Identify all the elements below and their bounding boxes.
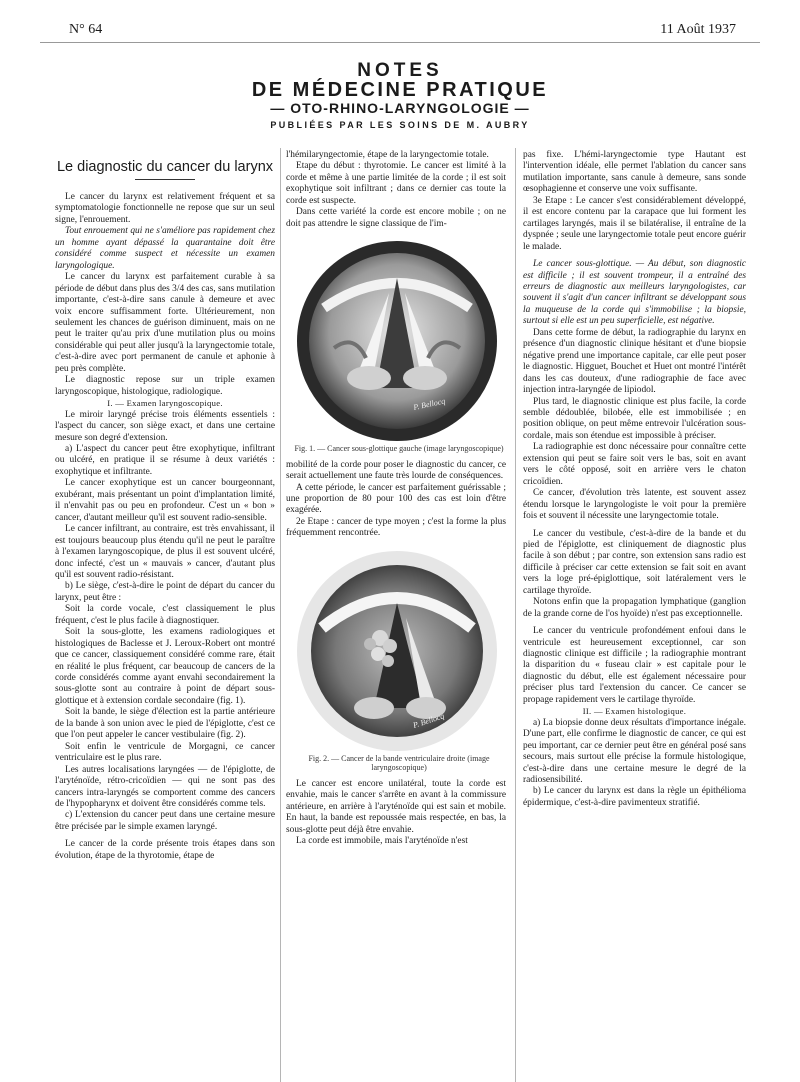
paragraph: Le cancer est encore unilatéral, toute la corde est envahie, mais le cancer s'arrête en avant à la commissure antérieure, en arrière à l'aryténoïde qui est sain et mobile. En haut, la bande est repoussée mais respectée, en bas, la sous-glotte peut déjà être envahie. — [286, 778, 506, 835]
paragraph: Le miroir laryngé précise trois éléments essentiels : l'aspect du cancer, son siège exact, et dans une certaine mesure son degré d'extension. — [55, 409, 275, 443]
paragraph: Etape du début : thyrotomie. Le cancer est limité à la corde et même à une partie limitée de la corde ; il est soit exophytique soit infiltrant ; dans ce dernier cas toute la corde est suspecte. — [286, 161, 506, 206]
masthead-specialty: — OTO-RHINO-LARYNGOLOGIE — — [270, 100, 530, 116]
paragraph: mobilité de la corde pour poser le diagnostic du cancer, ce serait actuellement une faute très lourde de conséquences. — [286, 459, 506, 482]
figure-1 — [294, 238, 504, 454]
paragraph: b) Le siège, c'est-à-dire le point de départ du cancer du larynx, peut être : — [55, 581, 275, 603]
paragraph: Ce cancer, d'évolution très latente, est souvent assez étendu lorsque le laryngologiste le voit pour la première fois et souvent il nécessite une laryngectomie totale. — [523, 488, 746, 522]
paragraph: a) La biopsie donne deux résultats d'importance inégale. D'une part, elle confirme le diagnostic de cancer, ce qui est peu important, car ce dernier peut être en général posé sans secours, mais surtout elle précise la formule histologique, c'est-à-dire dans une certaine mesure le degré de la radiosensibilité. — [523, 717, 746, 786]
paragraph: c) L'extension du cancer peut dans une certaine mesure être précisée par le simple examen laryngé. — [55, 810, 275, 832]
column-2 — [286, 150, 506, 848]
figure-2-caption: Fig. 2. — Cancer de la bande ventriculaire droite (image laryngoscopique) — [308, 753, 490, 773]
paragraph: Le cancer du larynx est relativement fréquent et sa symptomatologie fonctionnelle ne repose que sur un seul signe, l'enrouement. — [55, 192, 275, 225]
paragraph: b) Le cancer du larynx est dans la règle un épithélioma épidermique, c'est-à-dire pavimenteux stratifié. — [523, 786, 746, 808]
masthead-title: DE MÉDECINE PRATIQUE — [251, 79, 549, 101]
figure-1-laryngoscopic-image — [294, 238, 500, 444]
masthead-notes: NOTES — [357, 60, 443, 81]
paragraph: 3e Etape : Le cancer s'est considérablement développé, il est encore contenu par la carapace que lui forment les cartilages laryngés, mais il se bilatéralise, il entraîne de la dyspnée ; seule une laryngectomie totale peut encore guérir le malade. — [523, 195, 746, 252]
paragraph: Tout enrouement qui ne s'améliore pas rapidement chez un homme ayant dépassé la quarantaine doit être considéré comme suspect et nécessite un examen laryngologique. — [55, 226, 275, 271]
column-divider — [515, 148, 516, 1082]
paragraph: Le cancer de la corde présente trois étapes dans son évolution, étape de la thyrotomie, étape de — [55, 839, 275, 861]
paragraph: Le cancer sous-glottique. — Au début, son diagnostic est difficile ; il est souvent trompeur, il a entraîné des erreurs de diagnostic aux meilleurs laryngologistes, car souvent il s'agit d'un cancer infiltrant se développant sous la muqueuse de la corde qui s'immobilise ; la biopsie, surtout si elle est un peu superficielle, est négative. — [523, 259, 746, 327]
paragraph: Le cancer infiltrant, au contraire, est très envahissant, il est toujours beaucoup plus étendu qu'il ne peut le paraître à l'examen laryngoscopique, de plus il est souvent ulcéré, donc infecté, c'est un « mauvais » cancer, d'autant plus qu'il est souvent radio-résistant. — [55, 524, 275, 580]
paragraph: Le cancer du ventricule profondément enfoui dans le ventricule est heureusement exceptionnel, car son diagnostic clinique est difficile ; la radiographie montrant la disparition du « fuseau clair » est capitale pour le diagnostic du début, elle est également nécessaire pour préciser plus tard l'extension du cancer. Ce cancer se propage rapidement vers le cartilage thyroïde. — [523, 626, 746, 705]
figure-2-signature: P. Bellocq — [411, 711, 446, 730]
title-rule — [135, 179, 195, 180]
paragraph: Le cancer du larynx est parfaitement curable à sa période de début dans plus des 3/4 des cas, sans mutilation importante, c'est-à-dire sans canule à demeure et avec voix encore suffisamment forte. Ultérieurement, non seulement les chances de guérison diminuent, mais on ne peut le traiter qu'au prix d'une mutilation plus ou moins considérable qui peut aller jusqu'à la laryngectomie totale, c'est-à-dire avec port permanent de canule et aphonie à peu près complète. — [55, 272, 276, 374]
figure-1-caption: Fig. 1. — Cancer sous-glottique gauche (image laryngoscopique) — [294, 444, 504, 454]
header-rule — [40, 42, 760, 43]
paragraph: Soit la corde vocale, c'est classiquement le plus fréquent, c'est le plus facile à diagnostiquer. — [55, 604, 275, 626]
paragraph: pas fixe. L'hémi-laryngectomie type Hautant est l'intervention idéale, elle permet l'ablation du cancer sans mutilation importante, sans canule à demeure, sans sonde œsophagienne et conserve une voix suffisante. — [523, 150, 746, 195]
article-title: Le diagnostic du cancer du larynx — [56, 159, 274, 175]
masthead-publisher: PUBLIÉES PAR LES SOINS DE M. AUBRY — [270, 120, 530, 130]
paragraph: a) L'aspect du cancer peut être exophytique, infiltrant ou ulcéré, en pratique il se résume à deux variétés : exophytique et infiltrante. — [55, 443, 275, 477]
figure-2-laryngoscopic-image — [294, 548, 500, 754]
paragraph: l'hémilaryngectomie, étape de la laryngectomie totale. — [286, 150, 489, 160]
column-3 — [523, 150, 746, 809]
paragraph: Soit la sous-glotte, les examens radiologiques et histologiques de Baclesse et J. Leroux-Robert ont montré que ce cancer, classiquement considéré comme rare, était en réalité le plus fréquent, car beaucoup de cancers de la corde considérés comme ayant envahi secondairement la sous-glotte sont au contraire à point de départ sous-glottique et à extension cordale secondaire (fig. 1). — [55, 627, 275, 706]
paragraph: Soit la bande, le siège d'élection est la partie antérieure de la bande à son union avec le pied de l'épiglotte, c'est ce que l'on peut appeler le cancer vestibulaire (fig. 2). — [55, 707, 275, 741]
column-divider — [280, 148, 281, 1082]
paragraph: Soit enfin le ventricule de Morgagni, ce cancer ventriculaire est le plus rare. — [55, 741, 275, 764]
paragraph: Dans cette variété la corde est encore mobile ; on ne doit pas attendre le signe classique de l'im- — [286, 207, 506, 229]
figure-2 — [294, 548, 504, 773]
paragraph: Le cancer du vestibule, c'est-à-dire de la bande et du pied de l'épiglotte, est cliniquement de diagnostic plus facile à son début ; par contre, son extension sans radio est difficile à préciser car cette extension se fait soit en avant vers la loge pré-épiglottique, soit latéralement vers le cartilage thyroïde. — [523, 528, 746, 596]
paragraph: Notons enfin que la propagation lymphatique (ganglion de la grande corne de l'os hyoïde) n'est pas exceptionnelle. — [523, 597, 746, 619]
column-1 — [55, 150, 275, 862]
section-heading: I. — Examen laryngoscopique. — [107, 398, 223, 409]
paragraph: 2e Etape : cancer de type moyen ; c'est la forme la plus fréquemment rencontrée. — [286, 516, 506, 539]
issue-date: 11 Août 1937 — [660, 22, 736, 37]
paragraph: Les autres localisations laryngées — de l'épiglotte, de l'aryténoïde, rétro-cricoïdien — qui ne sont pas des cancers intra-laryngés se comportent comme des cancers de l'hypopharynx et doivent être considérés comme tels. — [55, 764, 275, 810]
paragraph: Le cancer exophytique est un cancer bourgeonnant, exubérant, mais présentant un point d'implantation limité, il n'envahit pas ou peu en profondeur. C'est un « bon » cancer, d'autant meilleur qu'il est souvent radio-sensible. — [55, 478, 275, 523]
paragraph: La corde est immobile, mais l'aryténoïde n'est — [296, 836, 468, 847]
section-heading: II. — Examen histologique. — [582, 706, 687, 717]
issue-number: N° 64 — [69, 22, 103, 37]
paragraph: La radiographie est donc nécessaire pour connaître cette extension qui peut se faire soit vers le bas, soit en avant vers le côté opposé, soit en arrière vers le chaton cricoïdien. — [523, 442, 746, 487]
paragraph: Le diagnostic repose sur un triple examen laryngoscopique, histologique, radiologique. — [55, 375, 275, 397]
paragraph: Dans cette forme de début, la radiographie du larynx en présence d'un diagnostic clinique hésitant et d'une biopsie négative prend une importance capitale, car elle peut poser le diagnostic. Higguet, Bouchet et Huet ont montré l'intérêt dans les cas douteux, d'une radiographie de face avec injection intra-laryngée de lipiodol. — [523, 327, 746, 396]
paragraph: Plus tard, le diagnostic clinique est plus facile, la corde semble dédoublée, bilobée, elle est immobilisée ; en position oblique, on peut même entrevoir l'ulcération sous-cordale, mais son étendue est impossible à préciser. — [523, 396, 746, 441]
paragraph: A cette période, le cancer est parfaitement guérissable ; une proportion de 80 pour 100 des cas est loin d'être exagérée. — [286, 482, 506, 516]
figure-1-signature: P. Bellocq — [412, 396, 447, 413]
